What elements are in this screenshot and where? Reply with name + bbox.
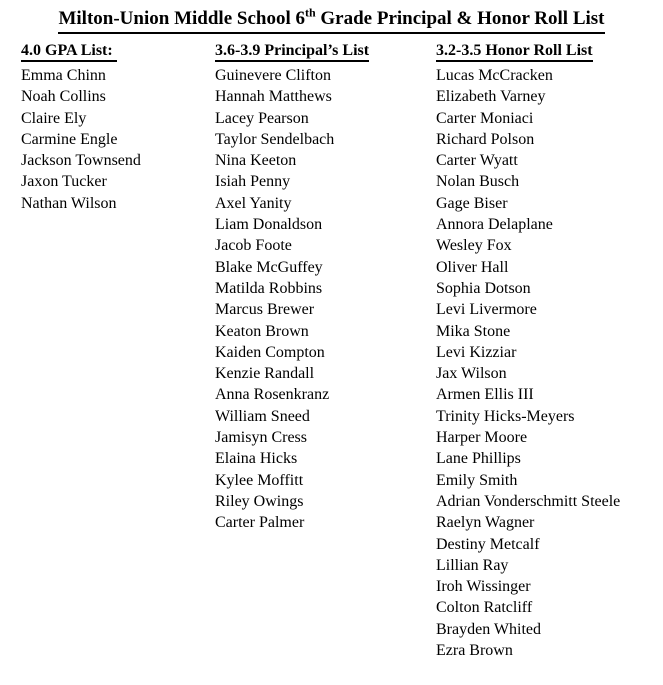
student-name: Axel Yanity — [215, 194, 292, 212]
student-name: Levi Livermore — [436, 301, 537, 319]
student-name: Destiny Metcalf — [436, 535, 540, 553]
student-name: Riley Owings — [215, 492, 304, 510]
student-name: Gage Biser — [436, 194, 508, 212]
student-name: Jax Wilson — [436, 365, 507, 383]
student-name: Hannah Matthews — [215, 88, 332, 106]
column-header-principals-list: 3.6-3.9 Principal’s List — [215, 42, 369, 62]
student-name: Matilda Robbins — [215, 279, 323, 297]
student-name: Nathan Wilson — [21, 194, 117, 212]
student-name: Liam Donaldson — [215, 216, 323, 234]
student-name: Lane Phillips — [436, 450, 521, 468]
student-name: Lillian Ray — [436, 556, 509, 574]
student-name: Anna Rosenkranz — [215, 386, 330, 404]
column-header-honor-roll: 3.2-3.5 Honor Roll List — [436, 42, 593, 62]
student-name: Harper Moore — [436, 429, 528, 447]
student-name: Lucas McCracken — [436, 67, 553, 84]
student-name: Nolan Busch — [436, 173, 520, 191]
student-name: Marcus Brewer — [215, 301, 315, 319]
student-name: Noah Collins — [21, 88, 106, 106]
student-name: Wesley Fox — [436, 237, 512, 255]
student-name: Annora Delaplane — [436, 216, 553, 234]
student-name: Trinity Hicks-Meyers — [436, 407, 575, 425]
student-name: Guinevere Clifton — [215, 67, 331, 84]
column-header-4-0-gpa: 4.0 GPA List: — [21, 42, 117, 62]
student-name: Carter Wyatt — [436, 152, 518, 170]
student-name: Kylee Moffitt — [215, 471, 304, 489]
column-honor-roll-list — [436, 42, 661, 661]
title-text-before-superscript: Milton-Union Middle School 6 — [58, 8, 305, 29]
student-name: Armen Ellis III — [436, 386, 534, 404]
student-name: Taylor Sendelbach — [215, 130, 335, 148]
student-name: Jaxon Tucker — [21, 173, 107, 191]
student-name: Emma Chinn — [21, 67, 106, 84]
student-name: Emily Smith — [436, 471, 518, 489]
student-name: Sophia Dotson — [436, 279, 531, 297]
student-name: Raelyn Wagner — [436, 514, 535, 532]
column-4-0-gpa-list — [21, 42, 211, 214]
student-list-4-0-gpa — [21, 65, 211, 214]
title-text-after-superscript: Grade Principal & Honor Roll List — [315, 8, 605, 29]
student-name: Carter Moniaci — [436, 109, 534, 127]
student-name: Brayden Whited — [436, 620, 542, 638]
student-name: Keaton Brown — [215, 322, 309, 340]
student-list-honor-roll — [436, 65, 661, 661]
student-name: Carter Palmer — [215, 514, 305, 532]
column-principals-list — [215, 42, 431, 534]
document-title-underline — [58, 7, 604, 34]
student-name: Elizabeth Varney — [436, 88, 546, 106]
student-name: Nina Keeton — [215, 152, 297, 170]
student-name: Elaina Hicks — [215, 450, 298, 468]
title-superscript: th — [304, 5, 316, 20]
student-name: Richard Polson — [436, 130, 535, 148]
student-name: Levi Kizziar — [436, 343, 517, 361]
student-name: Colton Ratcliff — [436, 599, 533, 617]
student-name: Adrian Vonderschmitt Steele — [436, 492, 621, 510]
student-name: Mika Stone — [436, 322, 511, 340]
student-list-principals — [215, 65, 431, 534]
student-name: Carmine Engle — [21, 130, 118, 148]
student-name: William Sneed — [215, 407, 310, 425]
student-name: Jamisyn Cress — [215, 429, 307, 447]
student-name: Iroh Wissinger — [436, 578, 531, 596]
student-name: Jackson Townsend — [21, 152, 141, 170]
student-name: Oliver Hall — [436, 258, 509, 276]
student-name: Kenzie Randall — [215, 365, 315, 383]
student-name: Jacob Foote — [215, 237, 292, 255]
student-name: Claire Ely — [21, 109, 87, 127]
student-name: Kaiden Compton — [215, 343, 325, 361]
student-name: Blake McGuffey — [215, 258, 323, 276]
student-name: Lacey Pearson — [215, 109, 309, 127]
document-title — [0, 7, 663, 34]
student-name: Isiah Penny — [215, 173, 291, 191]
student-name: Ezra Brown — [436, 642, 513, 660]
